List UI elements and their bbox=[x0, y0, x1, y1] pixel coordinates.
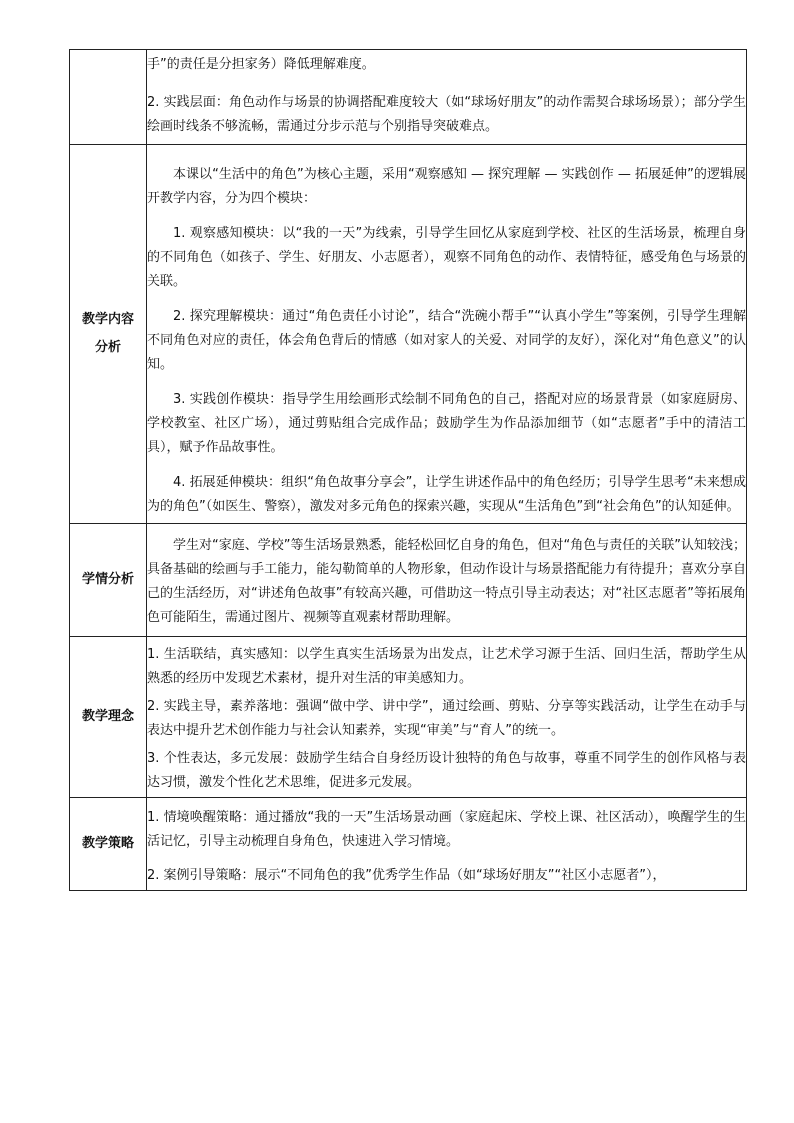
row-label-empty bbox=[70, 50, 147, 145]
paragraph: 1. 观察感知模块：以“我的一天”为线索，引导学生回忆从家庭到学校、社区的生活场景，梳理自身的不同角色（如孩子、学生、好朋友、小志愿者），观察不同角色的动作、表情特征，感受角色与场景的关联。 bbox=[147, 226, 746, 289]
row-content-modules bbox=[147, 145, 747, 524]
label-line: 分析 bbox=[94, 340, 121, 355]
row-label-teaching-strategy bbox=[70, 798, 147, 891]
paragraph: 2. 案例引导策略：展示“不同角色的我”优秀学生作品（如“球场好朋友”“社区小志愿者”）， bbox=[147, 868, 666, 883]
paragraph: 1. 生活联结，真实感知：以学生真实生活场景为出发点，让艺术学习源于生活、回归生活，帮助学生从熟悉的经历中发现艺术素材，提升对生活的审美感知力。 bbox=[147, 647, 746, 686]
paragraph: 4. 拓展延伸模块：组织“角色故事分享会”，让学生讲述作品中的角色经历；引导学生思考“未来想成为的角色”（如医生、警察），激发对多元角色的探索兴趣，实现从“生活角色”到“社会角色”的认知延伸。 bbox=[147, 475, 746, 514]
paragraph: 2. 实践主导，素养落地：强调“做中学、讲中学”，通过绘画、剪贴、分享等实践活动，让学生在动手与表达中提升艺术创作能力与社会认知素养，实现“审美”与“育人”的统一。 bbox=[147, 699, 746, 738]
row-content-student bbox=[147, 524, 747, 637]
paragraph: 3. 实践创作模块：指导学生用绘画形式绘制不同角色的自己，搭配对应的场景背景（如家庭厨房、学校教室、社区广场），通过剪贴组合完成作品；鼓励学生为作品添加细节（如“志愿者”手中的清洁工具），赋予作品故事性。 bbox=[147, 392, 746, 455]
label-line: 教学内容 bbox=[81, 312, 134, 327]
row-content-analysis bbox=[70, 145, 747, 524]
row-label-content-analysis bbox=[70, 145, 147, 524]
paragraph: 手”的责任是分担家务）降低理解难度。 bbox=[147, 57, 375, 72]
row-label-student-analysis bbox=[70, 524, 147, 637]
lesson-plan-sheet bbox=[69, 49, 747, 891]
label-line: 教学策略 bbox=[81, 836, 134, 851]
row-teaching-strategy bbox=[70, 798, 747, 891]
label-line: 学情分析 bbox=[81, 572, 134, 587]
row-label-teaching-philosophy bbox=[70, 637, 147, 798]
row-content-philosophy bbox=[147, 637, 747, 798]
row-student-analysis bbox=[70, 524, 747, 637]
row-content-strategy bbox=[147, 798, 747, 891]
paragraph: 1. 情境唤醒策略：通过播放“我的一天”生活场景动画（家庭起床、学校上课、社区活动），唤醒学生的生活记忆，引导主动梳理自身角色，快速进入学习情境。 bbox=[147, 810, 746, 849]
lesson-plan-table bbox=[69, 49, 747, 891]
row-content-difficulty bbox=[147, 50, 747, 145]
paragraph: 3. 个性表达，多元发展：鼓励学生结合自身经历设计独特的角色与故事，尊重不同学生的创作风格与表达习惯，激发个性化艺术思维，促进多元发展。 bbox=[147, 751, 746, 790]
paragraph: 2. 探究理解模块：通过“角色责任小讨论”，结合“洗碗小帮手”“认真小学生”等案例，引导学生理解不同角色对应的责任，体会角色背后的情感（如对家人的关爱、对同学的友好），深化对“角色意义”的认知。 bbox=[147, 309, 746, 372]
paragraph: 2. 实践层面：角色动作与场景的协调搭配难度较大（如“球场好朋友”的动作需契合球场场景）；部分学生绘画时线条不够流畅，需通过分步示范与个别指导突破难点。 bbox=[147, 95, 746, 134]
paragraph: 本课以“生活中的角色”为核心主题，采用“观察感知 — 探究理解 — 实践创作 — 拓展延伸”的逻辑展开教学内容，分为四个模块： bbox=[147, 167, 746, 206]
label-line: 教学理念 bbox=[81, 709, 134, 724]
paragraph: 学生对“家庭、学校”等生活场景熟悉，能轻松回忆自身的角色，但对“角色与责任的关联”认知较浅；具备基础的绘画与手工能力，能勾勒简单的人物形象，但动作设计与场景搭配能力有待提升；喜欢分享自己的生活经历，对“讲述角色故事”有较高兴趣，可借助这一特点引导主动表达；对“社区志愿者”等拓展角色可能陌生，需通过图片、视频等直观素材帮助理解。 bbox=[147, 538, 746, 625]
row-continuation bbox=[70, 50, 747, 145]
row-teaching-philosophy bbox=[70, 637, 747, 798]
